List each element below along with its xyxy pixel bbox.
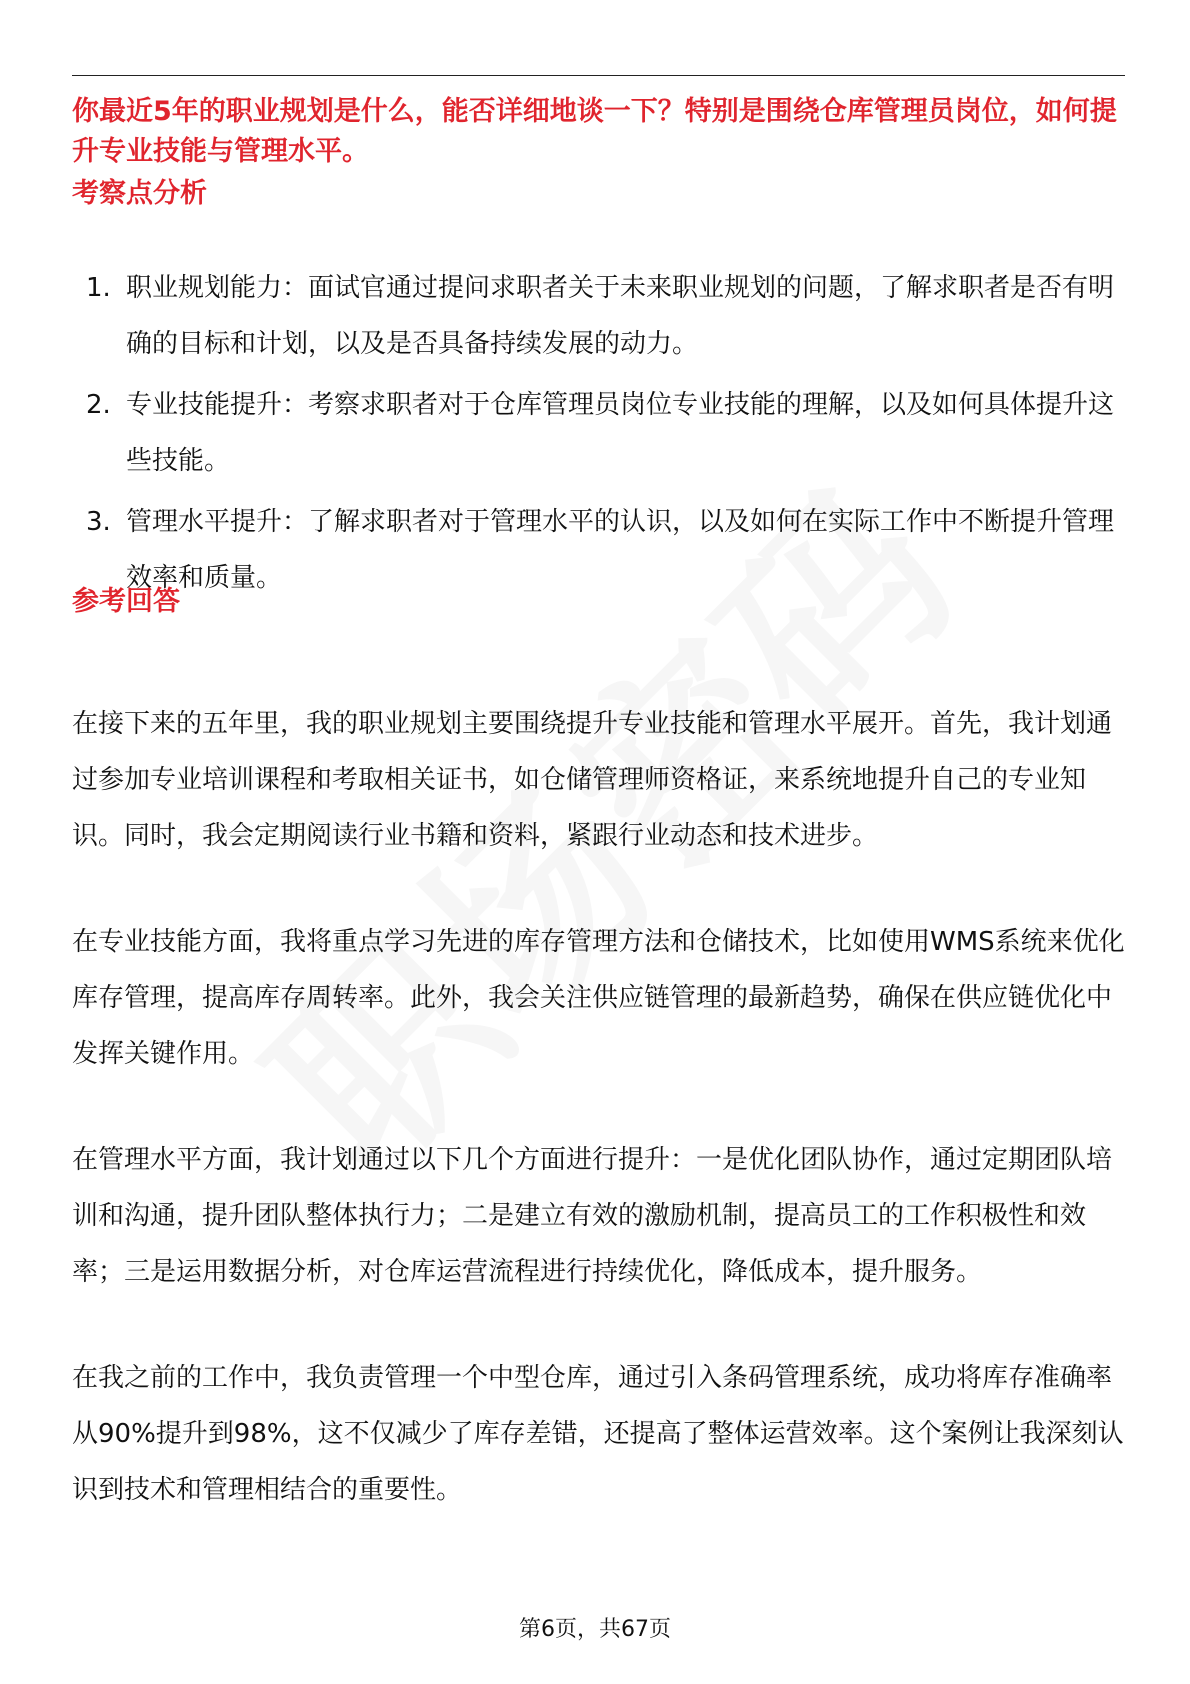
analysis-item [72,260,1132,372]
answer-paragraph: 在专业技能方面，我将重点学习先进的库存管理方法和仓储技术，比如使用WMS系统来优化库存管理，提高库存周转率。此外，我会关注供应链管理的最新趋势，确保在供应链优化中发挥关键作用。 [72,927,1125,1069]
answer-paragraph: 在管理水平方面，我计划通过以下几个方面进行提升：一是优化团队协作，通过定期团队培训和沟通，提升团队整体执行力；二是建立有效的激励机制，提高员工的工作积极性和效率；三是运用数据分析，对仓库运营流程进行持续优化，降低成本，提升服务。 [72,1145,1113,1287]
answer-title: 参考回答 [72,586,180,617]
analysis-list [72,260,1132,611]
top-divider [72,75,1125,76]
page-number: 第6页，共67页 [519,1617,671,1642]
answer-paragraph: 在我之前的工作中，我负责管理一个中型仓库，通过引入条码管理系统，成功将库存准确率从90%提升到98%，这不仅减少了库存差错，还提高了整体运营效率。这个案例让我深刻认识到技术和管理相结合的重要性。 [72,1363,1124,1505]
analysis-item-number: 2. [86,390,111,420]
analysis-item [72,377,1132,489]
analysis-title: 考察点分析 [72,178,207,209]
analysis-item-number: 3. [86,507,111,537]
analysis-item-text: 职业规划能力：面试官通过提问求职者关于未来职业规划的问题，了解求职者是否有明确的目标和计划，以及是否具备持续发展的动力。 [126,273,1115,359]
answer-paragraph: 在接下来的五年里，我的职业规划主要围绕提升专业技能和管理水平展开。首先，我计划通过参加专业培训课程和考取相关证书，如仓储管理师资格证，来系统地提升自己的专业知识。同时，我会定期阅读行业书籍和资料，紧跟行业动态和技术进步。 [72,709,1113,851]
answer-body [72,696,1132,1568]
analysis-item [72,494,1132,606]
analysis-item-number: 1. [86,273,111,303]
analysis-item-text: 管理水平提升：了解求职者对于管理水平的认识，以及如何在实际工作中不断提升管理效率和质量。 [126,507,1115,593]
question-heading: 你最近5年的职业规划是什么，能否详细地谈一下？特别是围绕仓库管理员岗位，如何提升专业技能与管理水平。 [72,96,1117,167]
analysis-item-text: 专业技能提升：考察求职者对于仓库管理员岗位专业技能的理解，以及如何具体提升这些技能。 [126,390,1115,476]
